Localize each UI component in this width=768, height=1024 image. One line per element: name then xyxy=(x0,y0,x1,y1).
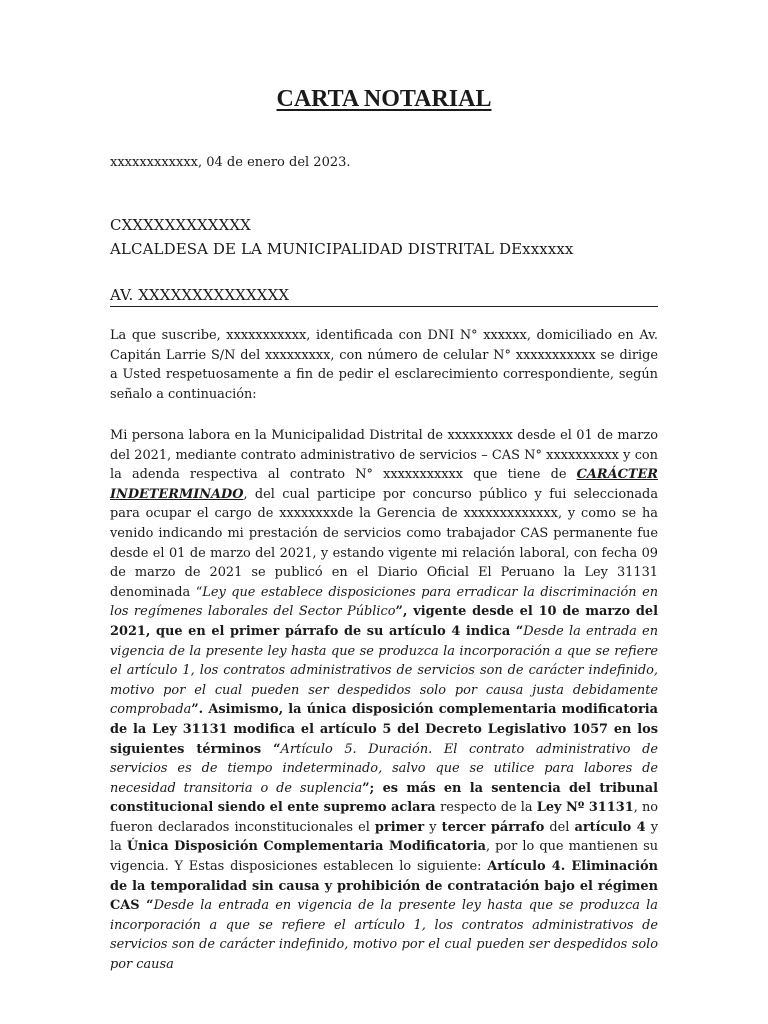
body-text: Mi persona labora en la Municipalidad Distrital de xxxxxxxxx desde el 01 de marzo del 2021, mediante contrato administrativo de servicios – CAS N° xxxxxxxxxx y con la adenda respectiva al contrato N° xxxxxxxxxxx que tiene de xyxy=(110,428,658,483)
article-4-quote: Desde la entrada en vigencia de la presente ley hasta que se produzca la incorporación a que se refiere el artículo 1, los contratos administrativos de servicios son de carácter indefinido, motivo por el cual pueden ser despedidos solo por causa justa debidamente comprobada xyxy=(110,623,658,718)
date-line: xxxxxxxxxxxx, 04 de enero del 2023. xyxy=(110,155,351,170)
article-4-heading: Artículo 4. Eliminación de la temporalidad sin causa y prohibición de contratación bajo el régimen CAS “ xyxy=(110,859,658,914)
body-text: , del cual participe por concurso público y fui seleccionada para ocupar el cargo de xxxxxxxxde la Gerencia de xxxxxxxxxxxxx, y como se ha venido indicando mi prestación de servicios como trabajador CAS permanente fue desde el 01 de marzo del 2021, y estando vigente mi relación laboral, con fecha 09 de marzo de 2021 se publicó en el Diario Oficial El Peruano la Ley 31131 denominada “ xyxy=(110,486,658,600)
indeterminate-character-emphasis: CARÁCTER INDETERMINADO xyxy=(110,467,658,502)
first-paragraph-ref: primer xyxy=(374,819,425,835)
article-4-ref: artículo 4 xyxy=(574,819,646,835)
body-text-bold: ”, vigente desde el 10 de marzo del 2021, que en el primer párrafo de su artículo 4 indica “ xyxy=(110,604,658,639)
law-number: Ley Nº 31131 xyxy=(536,800,634,816)
document-title: CARTA NOTARIAL xyxy=(276,86,492,112)
body-text: y la xyxy=(110,819,658,855)
body-text: y xyxy=(424,819,442,835)
third-paragraph-ref: tercer párrafo xyxy=(441,819,545,835)
recipient-position: ALCALDESA DE LA MUNICIPALIDAD DISTRITAL DExxxxxx xyxy=(110,240,574,258)
recipient-address: AV. XXXXXXXXXXXXXX xyxy=(110,286,658,307)
body-text: del xyxy=(544,819,575,835)
intro-paragraph: La que suscribe, xxxxxxxxxxx, identificada con DNI N° xxxxxx, domiciliado en Av. Capitán Larrie S/N del xxxxxxxxx, con número de celular N° xxxxxxxxxxx se dirige a Usted respetuosamente a fin de pedir el esclarecimiento correspondiente, según señalo a continuación: xyxy=(110,328,658,402)
law-name-quote: Ley que establece disposiciones para erradicar la discriminación en los regímenes laborales del Sector Público xyxy=(110,584,659,620)
article-5-quote: Artículo 5. Duración. El contrato administrativo de servicios es de tiempo indeterminado, salvo que se utilice para labores de necesidad transitoria o de suplencia xyxy=(110,741,658,796)
body-text: respecto de la xyxy=(440,800,537,816)
body-text-bold: ”; es más en la sentencia del tribunal constitucional siendo el ente supremo aclara xyxy=(110,780,659,816)
recipient-name: CXXXXXXXXXXXX xyxy=(110,216,251,234)
body-text: , no fueron declarados inconstitucionales el xyxy=(110,800,659,835)
body-paragraph xyxy=(110,426,658,975)
complementary-provision-ref: Única Disposición Complementaria Modificatoria xyxy=(126,839,486,855)
body-text: , por lo que mantienen su vigencia. Y Estas disposiciones establecen lo siguiente: xyxy=(110,839,658,875)
body-text-bold: ”. Asimismo, la única disposición complementaria modificatoria de la Ley 31131 modifica el artículo 5 del Decreto Legislativo 1057 en los siguientes términos “ xyxy=(110,702,658,757)
article-4-text-quote: Desde la entrada en vigencia de la presente ley hasta que se produzca la incorporación a que se refiere el artículo 1, los contratos administrativos de servicios son de carácter indefinido, motivo por el cual pueden ser despedidos solo por causa xyxy=(110,898,658,973)
